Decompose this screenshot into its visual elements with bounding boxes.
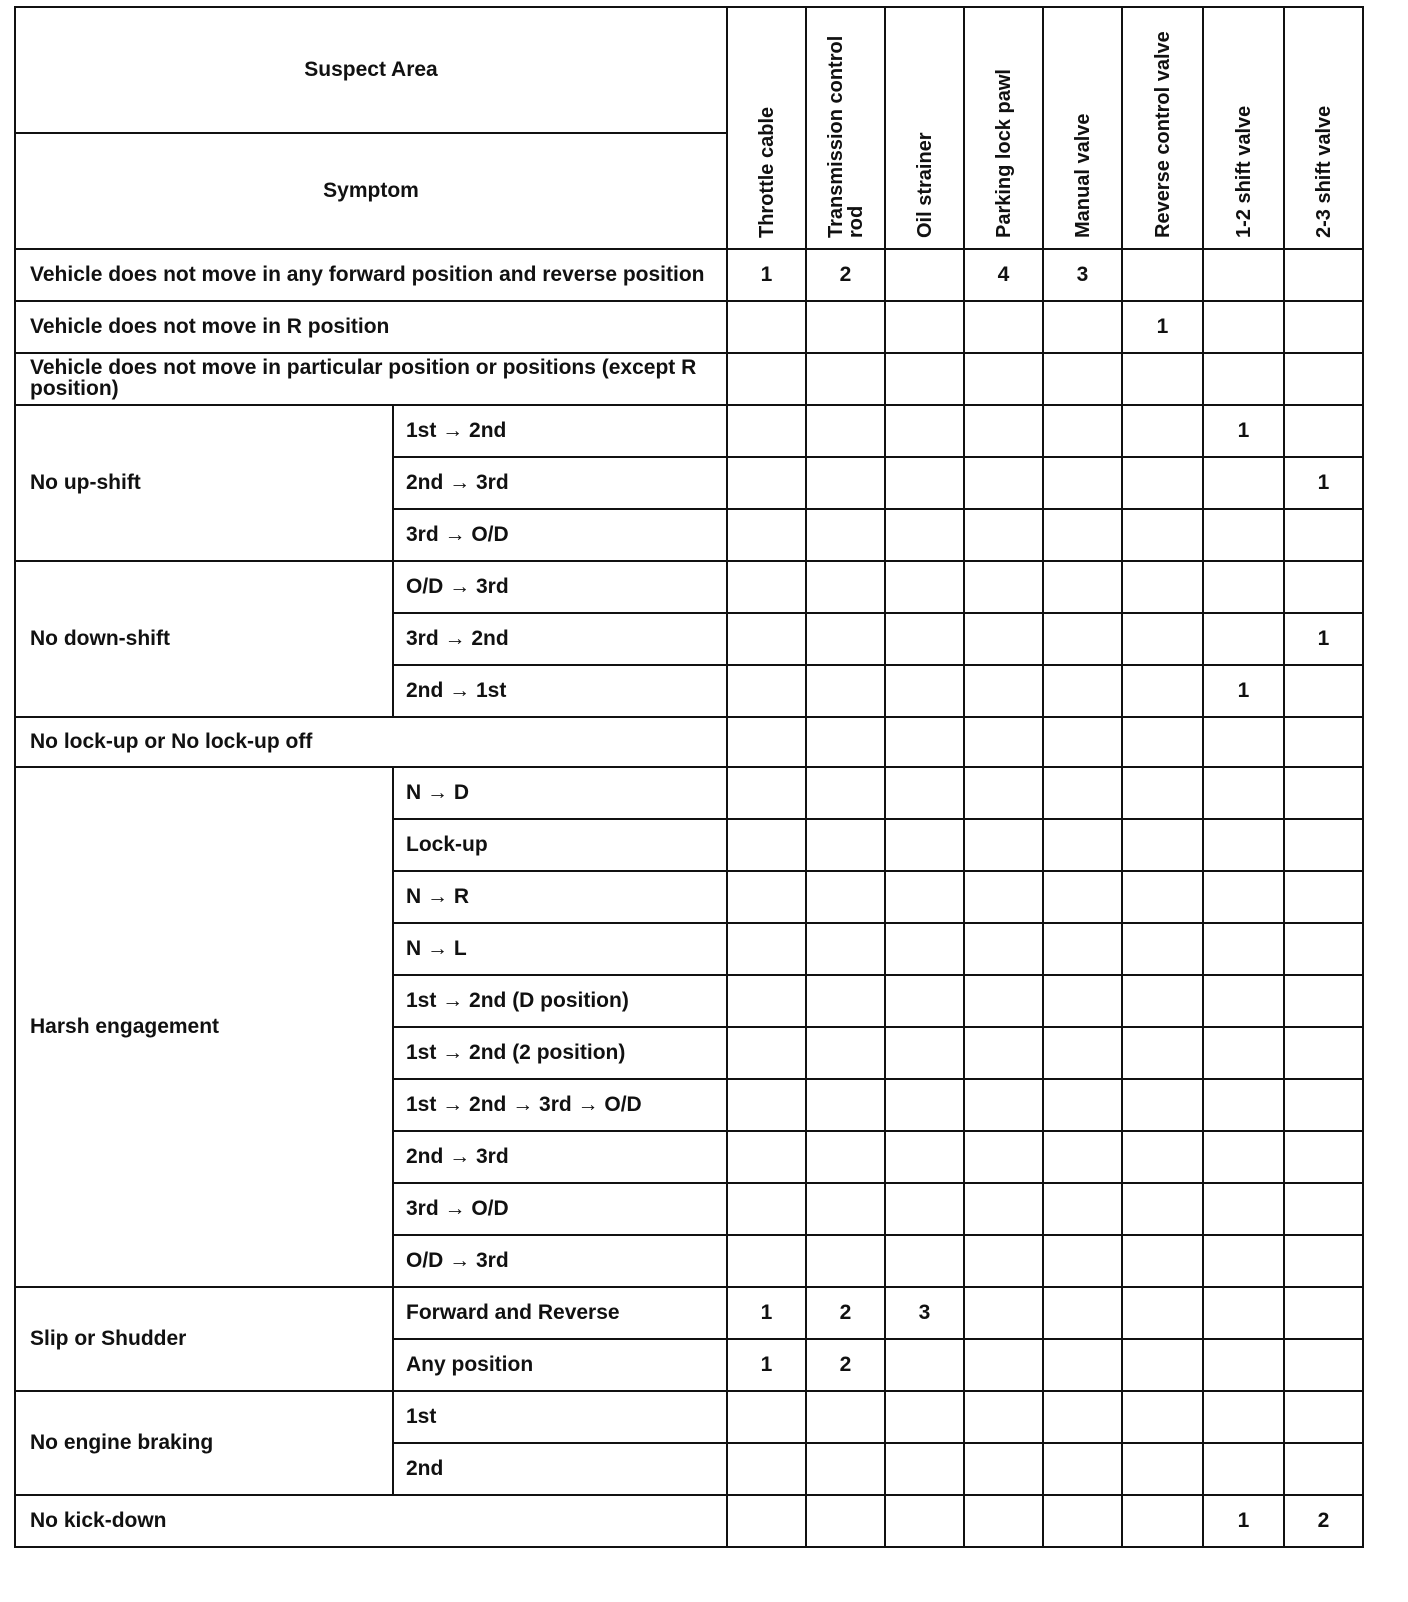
value-cell <box>1122 871 1203 923</box>
col-oil-strainer: Oil strainer <box>885 7 964 249</box>
value-cell <box>727 871 806 923</box>
value-cell <box>1284 405 1363 457</box>
value-cell <box>727 767 806 819</box>
symptom-cell: Vehicle does not move in particular position or positions (except R position) <box>15 353 727 405</box>
col-reverse-control-valve: Reverse control valve <box>1122 7 1203 249</box>
col-parking-lock-pawl: Parking lock pawl <box>964 7 1043 249</box>
symptom-cell: Vehicle does not move in R position <box>15 301 727 353</box>
col-2-3-shift-valve: 2-3 shift valve <box>1284 7 1363 249</box>
value-cell <box>1122 613 1203 665</box>
value-cell <box>1284 561 1363 613</box>
value-cell <box>1284 1183 1363 1235</box>
table-row <box>15 717 1363 767</box>
value-cell <box>1203 249 1284 301</box>
value-cell <box>727 717 806 767</box>
value-cell <box>1284 767 1363 819</box>
value-cell <box>964 1131 1043 1183</box>
value-cell <box>1043 509 1122 561</box>
group-label: Harsh engagement <box>15 767 393 1287</box>
value-cell <box>727 1443 806 1495</box>
subsymptom-cell: 3rd → O/D <box>393 1183 727 1235</box>
subsymptom-cell: N → R <box>393 871 727 923</box>
value-cell <box>964 1235 1043 1287</box>
value-cell <box>1284 1339 1363 1391</box>
value-cell <box>727 457 806 509</box>
value-cell <box>964 1287 1043 1339</box>
value-cell <box>727 1131 806 1183</box>
subsymptom-cell: 1st → 2nd (2 position) <box>393 1027 727 1079</box>
value-cell <box>806 1391 885 1443</box>
subsymptom-cell: N → L <box>393 923 727 975</box>
symptom-cell: No lock-up or No lock-up off <box>15 717 727 767</box>
value-cell <box>885 457 964 509</box>
value-cell <box>1284 1391 1363 1443</box>
value-cell <box>1122 665 1203 717</box>
value-cell <box>885 717 964 767</box>
value-cell <box>1284 1131 1363 1183</box>
table-row <box>15 353 1363 405</box>
value-cell: 1 <box>1203 405 1284 457</box>
value-cell <box>885 923 964 975</box>
header-row-top <box>15 7 1363 133</box>
value-cell <box>964 561 1043 613</box>
value-cell: 2 <box>1284 1495 1363 1547</box>
value-cell <box>1203 871 1284 923</box>
value-cell <box>727 561 806 613</box>
value-cell <box>1203 1391 1284 1443</box>
table-row <box>15 767 1363 819</box>
value-cell <box>964 767 1043 819</box>
table-row <box>15 249 1363 301</box>
subsymptom-cell: 1st <box>393 1391 727 1443</box>
value-cell: 1 <box>727 1339 806 1391</box>
subsymptom-cell: Forward and Reverse <box>393 1287 727 1339</box>
subsymptom-cell: 2nd <box>393 1443 727 1495</box>
col-manual-valve: Manual valve <box>1043 7 1122 249</box>
value-cell <box>1203 1079 1284 1131</box>
value-cell <box>806 1235 885 1287</box>
value-cell: 1 <box>1284 457 1363 509</box>
value-cell <box>1284 301 1363 353</box>
value-cell <box>1043 1339 1122 1391</box>
value-cell <box>964 1495 1043 1547</box>
table-row <box>15 1495 1363 1547</box>
value-cell <box>727 923 806 975</box>
suspect-area-table <box>14 6 1364 1548</box>
value-cell <box>1043 1131 1122 1183</box>
subsymptom-cell: 1st → 2nd (D position) <box>393 975 727 1027</box>
group-label: No up-shift <box>15 405 393 561</box>
value-cell <box>1122 353 1203 405</box>
value-cell: 1 <box>727 1287 806 1339</box>
value-cell <box>1203 1339 1284 1391</box>
table-row <box>15 561 1363 613</box>
value-cell <box>1203 457 1284 509</box>
value-cell <box>1043 1183 1122 1235</box>
value-cell <box>964 353 1043 405</box>
value-cell <box>964 613 1043 665</box>
value-cell <box>964 1183 1043 1235</box>
value-cell <box>964 975 1043 1027</box>
value-cell <box>1043 561 1122 613</box>
value-cell <box>1043 1391 1122 1443</box>
value-cell <box>1122 1287 1203 1339</box>
value-cell <box>1284 923 1363 975</box>
value-cell <box>1203 717 1284 767</box>
value-cell <box>1043 1027 1122 1079</box>
value-cell <box>727 1495 806 1547</box>
value-cell <box>727 353 806 405</box>
value-cell <box>1122 1235 1203 1287</box>
group-label: No engine braking <box>15 1391 393 1495</box>
value-cell: 4 <box>964 249 1043 301</box>
value-cell <box>1122 249 1203 301</box>
value-cell <box>885 249 964 301</box>
value-cell <box>1043 353 1122 405</box>
subsymptom-cell: 2nd → 3rd <box>393 1131 727 1183</box>
value-cell <box>964 871 1043 923</box>
value-cell <box>1043 1287 1122 1339</box>
value-cell <box>964 1443 1043 1495</box>
value-cell <box>1043 871 1122 923</box>
value-cell <box>806 975 885 1027</box>
group-label: Slip or Shudder <box>15 1287 393 1391</box>
value-cell <box>806 1443 885 1495</box>
value-cell <box>1203 975 1284 1027</box>
value-cell <box>806 871 885 923</box>
value-cell <box>1043 1495 1122 1547</box>
value-cell: 1 <box>1203 1495 1284 1547</box>
value-cell <box>1122 1079 1203 1131</box>
value-cell <box>1203 301 1284 353</box>
value-cell <box>885 1443 964 1495</box>
value-cell <box>806 1495 885 1547</box>
table-row <box>15 301 1363 353</box>
symptom-cell: No kick-down <box>15 1495 727 1547</box>
value-cell <box>1203 613 1284 665</box>
value-cell <box>885 767 964 819</box>
value-cell <box>964 457 1043 509</box>
value-cell <box>1043 613 1122 665</box>
suspect-area-label: Suspect Area <box>15 7 727 133</box>
value-cell <box>885 871 964 923</box>
value-cell <box>727 613 806 665</box>
value-cell <box>727 405 806 457</box>
value-cell <box>885 819 964 871</box>
value-cell <box>964 819 1043 871</box>
value-cell <box>964 923 1043 975</box>
value-cell <box>1284 975 1363 1027</box>
value-cell <box>1203 767 1284 819</box>
table-row <box>15 1391 1363 1443</box>
value-cell <box>885 975 964 1027</box>
value-cell: 2 <box>806 249 885 301</box>
value-cell <box>1203 509 1284 561</box>
value-cell: 2 <box>806 1339 885 1391</box>
value-cell <box>885 405 964 457</box>
value-cell <box>727 665 806 717</box>
troubleshooting-sheet <box>14 6 1364 1548</box>
value-cell <box>727 819 806 871</box>
value-cell <box>1043 819 1122 871</box>
value-cell: 3 <box>885 1287 964 1339</box>
value-cell <box>885 1495 964 1547</box>
value-cell <box>806 301 885 353</box>
value-cell <box>1043 457 1122 509</box>
value-cell <box>885 665 964 717</box>
value-cell <box>1284 1235 1363 1287</box>
value-cell <box>806 717 885 767</box>
subsymptom-cell: 2nd → 3rd <box>393 457 727 509</box>
value-cell <box>1122 767 1203 819</box>
value-cell <box>1284 871 1363 923</box>
value-cell <box>1284 1443 1363 1495</box>
value-cell <box>806 1079 885 1131</box>
table-row <box>15 1287 1363 1339</box>
value-cell: 1 <box>1203 665 1284 717</box>
value-cell <box>1203 819 1284 871</box>
value-cell: 3 <box>1043 249 1122 301</box>
value-cell: 1 <box>1284 613 1363 665</box>
value-cell <box>885 1339 964 1391</box>
symptom-label: Symptom <box>15 133 727 249</box>
col-throttle-cable: Throttle cable <box>727 7 806 249</box>
value-cell <box>1122 1443 1203 1495</box>
value-cell <box>1203 1131 1284 1183</box>
subsymptom-cell: O/D → 3rd <box>393 1235 727 1287</box>
value-cell <box>1284 1079 1363 1131</box>
value-cell <box>1122 1391 1203 1443</box>
value-cell <box>727 509 806 561</box>
value-cell <box>1203 1235 1284 1287</box>
subsymptom-cell: Any position <box>393 1339 727 1391</box>
value-cell <box>1122 457 1203 509</box>
value-cell <box>1122 509 1203 561</box>
value-cell <box>1122 1027 1203 1079</box>
symptom-cell: Vehicle does not move in any forward position and reverse position <box>15 249 727 301</box>
value-cell <box>1122 1495 1203 1547</box>
value-cell <box>1284 1287 1363 1339</box>
value-cell: 1 <box>727 249 806 301</box>
value-cell <box>806 819 885 871</box>
value-cell <box>964 1339 1043 1391</box>
value-cell <box>1284 665 1363 717</box>
value-cell <box>727 1183 806 1235</box>
value-cell <box>1122 561 1203 613</box>
value-cell <box>1203 353 1284 405</box>
value-cell <box>1122 923 1203 975</box>
value-cell <box>964 665 1043 717</box>
value-cell: 1 <box>1122 301 1203 353</box>
value-cell <box>1043 301 1122 353</box>
value-cell <box>885 1131 964 1183</box>
value-cell <box>727 1079 806 1131</box>
value-cell <box>727 1235 806 1287</box>
table-row <box>15 405 1363 457</box>
value-cell <box>964 509 1043 561</box>
value-cell <box>1043 665 1122 717</box>
subsymptom-cell: N → D <box>393 767 727 819</box>
value-cell <box>1203 1287 1284 1339</box>
value-cell <box>727 1391 806 1443</box>
subsymptom-cell: 1st → 2nd → 3rd → O/D <box>393 1079 727 1131</box>
value-cell <box>885 1027 964 1079</box>
value-cell <box>1284 717 1363 767</box>
value-cell <box>1122 1339 1203 1391</box>
value-cell <box>885 613 964 665</box>
value-cell <box>1122 1183 1203 1235</box>
subsymptom-cell: O/D → 3rd <box>393 561 727 613</box>
value-cell <box>885 561 964 613</box>
value-cell <box>964 717 1043 767</box>
value-cell <box>806 613 885 665</box>
value-cell <box>1043 1235 1122 1287</box>
value-cell <box>1043 1443 1122 1495</box>
value-cell <box>806 767 885 819</box>
value-cell <box>806 561 885 613</box>
value-cell <box>1122 1131 1203 1183</box>
value-cell <box>806 509 885 561</box>
value-cell <box>1203 1027 1284 1079</box>
subsymptom-cell: 1st → 2nd <box>393 405 727 457</box>
value-cell <box>885 1183 964 1235</box>
value-cell <box>964 1027 1043 1079</box>
value-cell <box>885 1079 964 1131</box>
value-cell <box>1284 353 1363 405</box>
value-cell <box>806 457 885 509</box>
value-cell <box>1043 717 1122 767</box>
value-cell <box>806 1027 885 1079</box>
value-cell <box>806 923 885 975</box>
value-cell <box>1203 1183 1284 1235</box>
value-cell <box>1043 923 1122 975</box>
value-cell <box>806 1183 885 1235</box>
value-cell <box>964 1391 1043 1443</box>
value-cell <box>1043 975 1122 1027</box>
subsymptom-cell: 3rd → O/D <box>393 509 727 561</box>
value-cell <box>885 353 964 405</box>
group-label: No down-shift <box>15 561 393 717</box>
value-cell <box>1284 819 1363 871</box>
value-cell <box>964 1079 1043 1131</box>
value-cell <box>964 301 1043 353</box>
subsymptom-cell: Lock-up <box>393 819 727 871</box>
value-cell <box>885 1235 964 1287</box>
value-cell <box>885 509 964 561</box>
value-cell <box>806 1131 885 1183</box>
value-cell: 2 <box>806 1287 885 1339</box>
subsymptom-cell: 3rd → 2nd <box>393 613 727 665</box>
value-cell <box>727 975 806 1027</box>
value-cell <box>1122 717 1203 767</box>
value-cell <box>1284 509 1363 561</box>
value-cell <box>1203 561 1284 613</box>
value-cell <box>1122 819 1203 871</box>
value-cell <box>1043 1079 1122 1131</box>
col-transmission-control-rod: Transmission control rod <box>806 7 885 249</box>
value-cell <box>1203 923 1284 975</box>
value-cell <box>1122 975 1203 1027</box>
value-cell <box>1284 249 1363 301</box>
value-cell <box>727 1027 806 1079</box>
col-1-2-shift-valve: 1-2 shift valve <box>1203 7 1284 249</box>
value-cell <box>1284 1027 1363 1079</box>
subsymptom-cell: 2nd → 1st <box>393 665 727 717</box>
value-cell <box>964 405 1043 457</box>
value-cell <box>885 301 964 353</box>
value-cell <box>1043 767 1122 819</box>
value-cell <box>885 1391 964 1443</box>
value-cell <box>806 665 885 717</box>
value-cell <box>806 353 885 405</box>
value-cell <box>727 301 806 353</box>
value-cell <box>806 405 885 457</box>
value-cell <box>1203 1443 1284 1495</box>
value-cell <box>1043 405 1122 457</box>
value-cell <box>1122 405 1203 457</box>
